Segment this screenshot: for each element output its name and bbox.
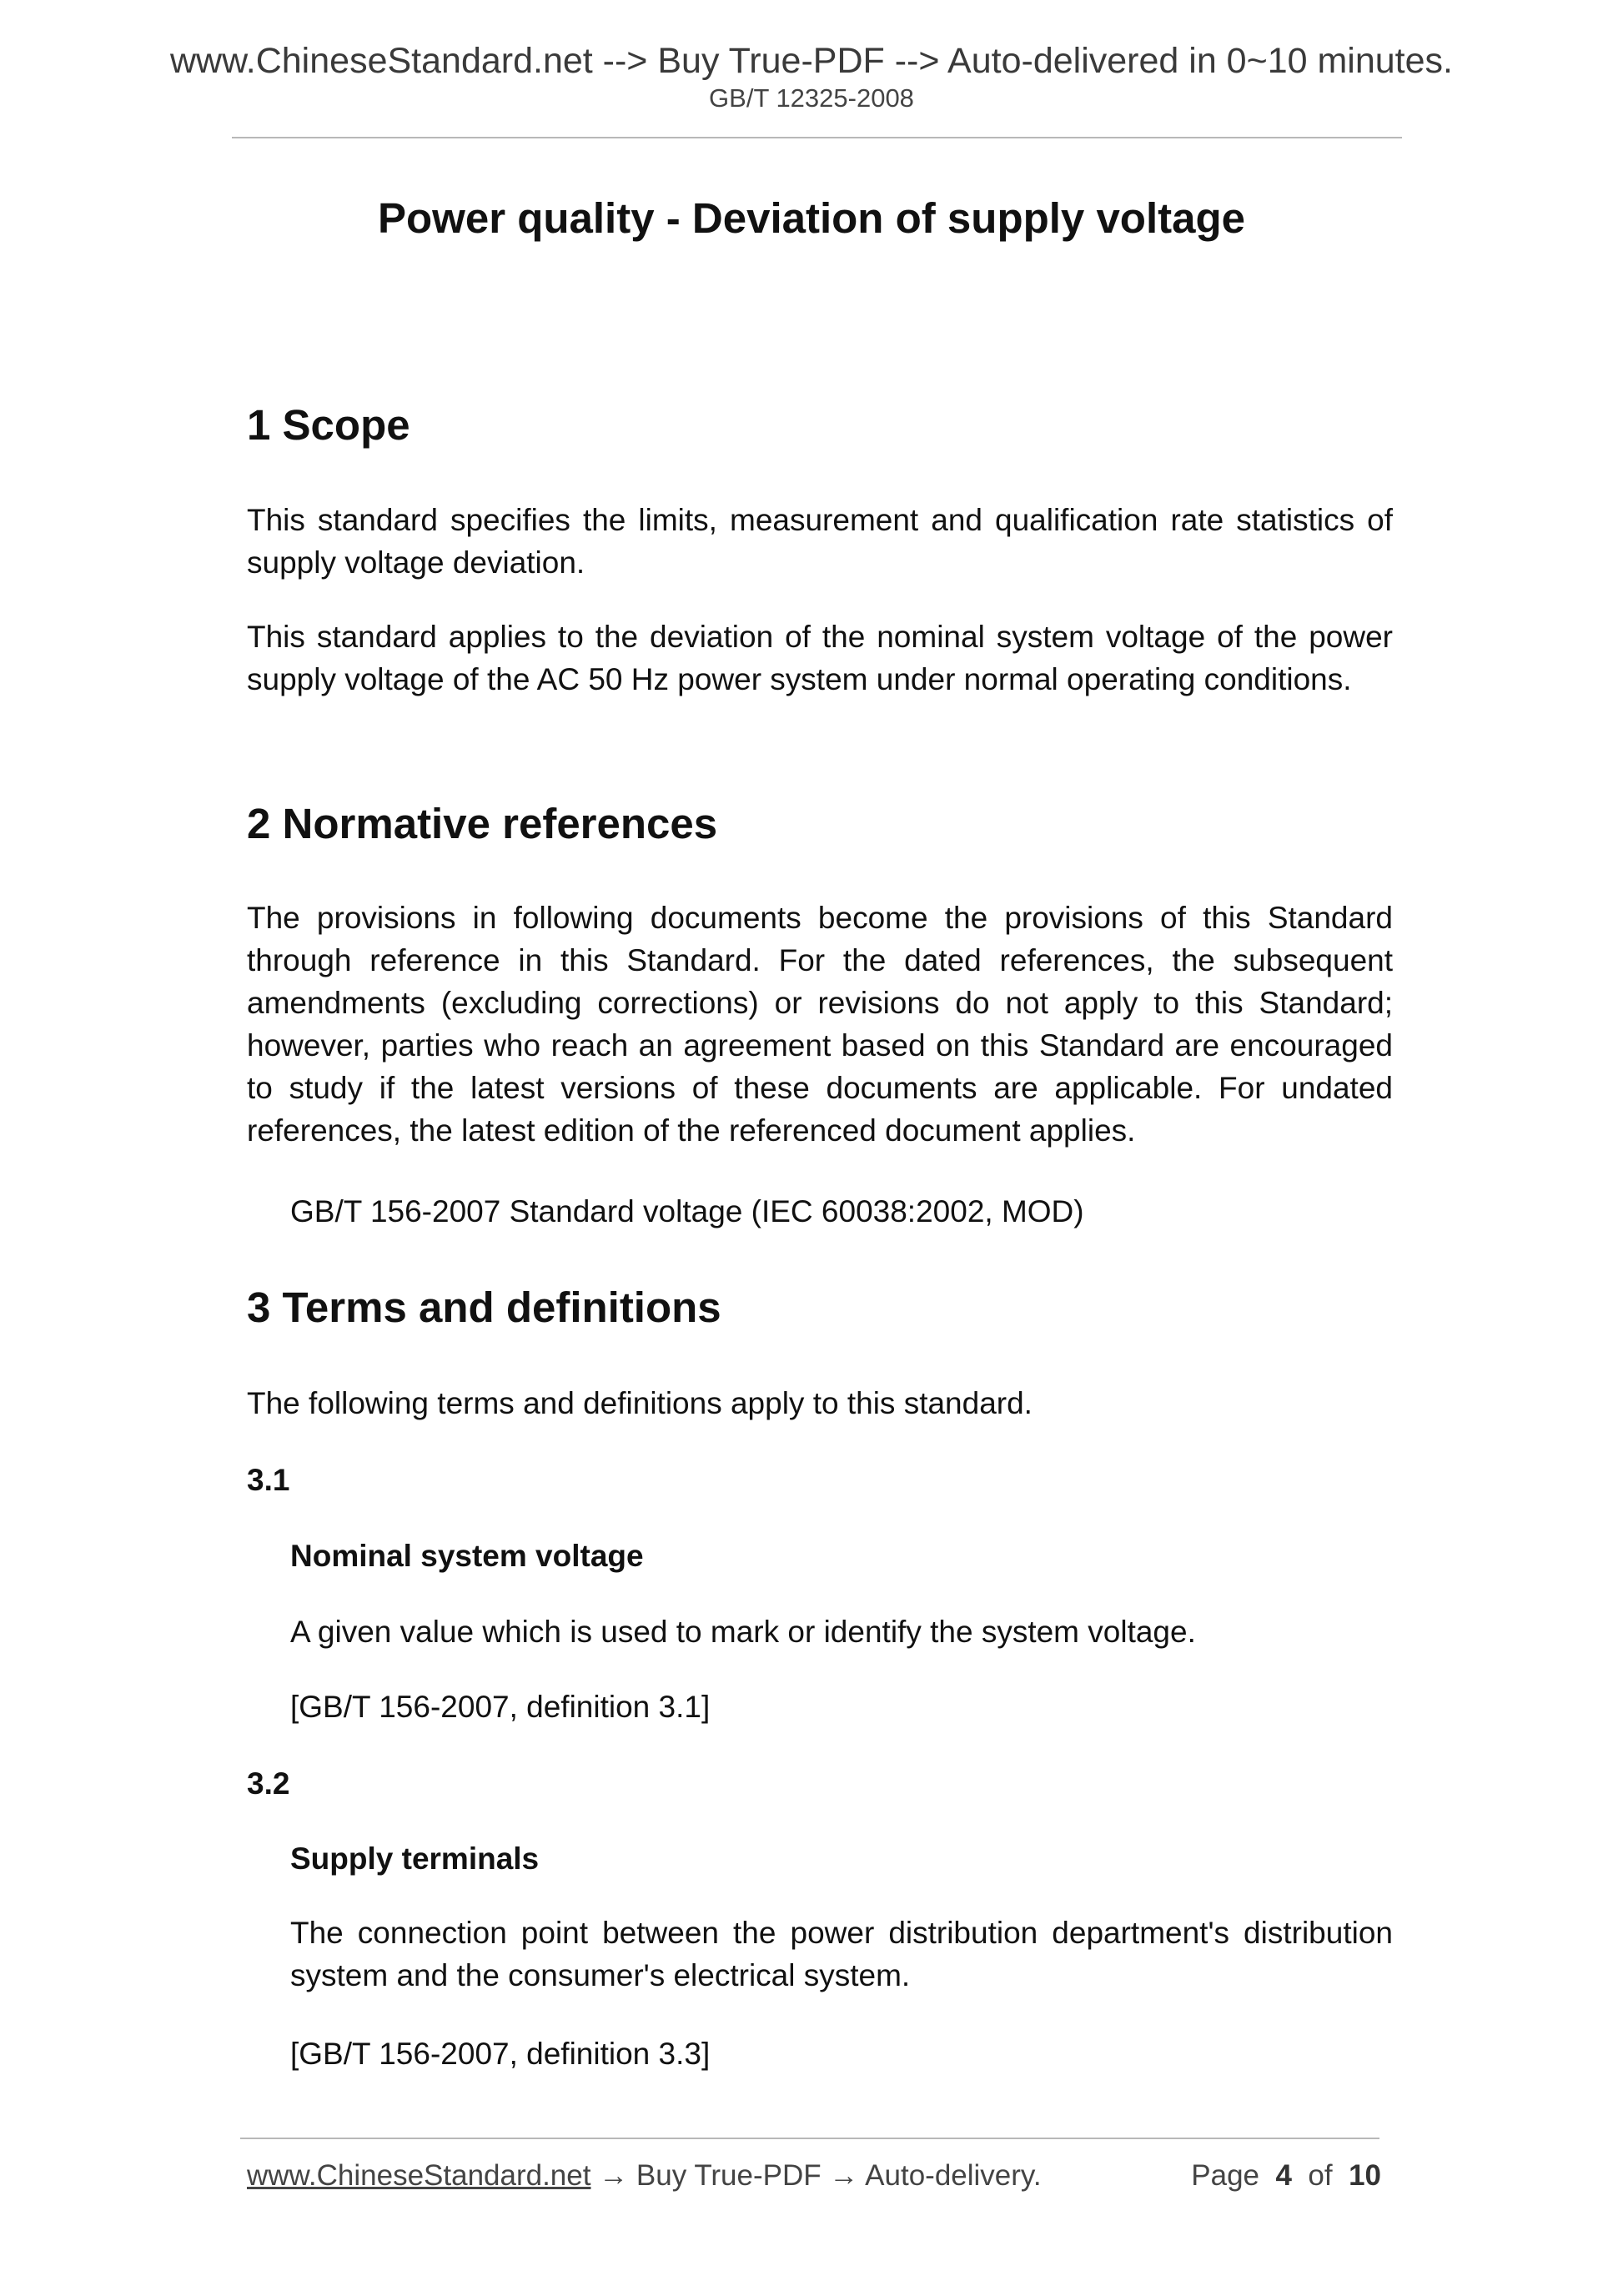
term-definition: A given value which is used to mark or identify the system voltage.	[290, 1615, 1196, 1649]
page-current: 4	[1275, 2159, 1292, 2192]
footer-text: → Buy True-PDF → Auto-delivery.	[590, 2159, 1042, 2192]
document-code: GB/T 12325-2008	[709, 83, 914, 113]
scope-paragraph-2: This standard applies to the deviation of the nominal system voltage of the power supply voltage of the AC 50 Hz power system under normal operating conditions.	[247, 620, 1393, 696]
page-title: Power quality - Deviation of supply voltage	[378, 194, 1245, 242]
normative-reference-item: GB/T 156-2007 Standard voltage (IEC 60038:2002, MOD)	[290, 1194, 1084, 1228]
term-name: Supply terminals	[290, 1841, 540, 1876]
page-footer	[247, 2161, 1381, 2190]
header-banner: www.ChineseStandard.net --> Buy True-PDF --> Auto-delivered in 0~10 minutes.	[169, 41, 1453, 81]
page-total: 10	[1349, 2159, 1381, 2192]
section-heading-normative-references: 2 Normative references	[247, 800, 718, 847]
terms-intro: The following terms and definitions apply to this standard.	[247, 1386, 1033, 1420]
section-heading-terms: 3 Terms and definitions	[247, 1284, 721, 1331]
of-word: of	[1308, 2159, 1333, 2192]
term-number: 3.2	[247, 1766, 290, 1801]
page-word: Page	[1191, 2159, 1260, 2192]
term-name: Nominal system voltage	[290, 1539, 644, 1573]
page-indicator	[1191, 2161, 1381, 2190]
normative-paragraph: The provisions in following documents become the provisions of this Standard through reference in this Standard. For the dated references, the subsequent amendments (excluding corrections) or revisions do not apply to this Standard; however, parties who reach an agreement based on this Standard are encouraged to study if the latest versions of these documents are applicable. For undated references, the latest edition of the referenced document applies.	[247, 901, 1393, 1148]
header-divider	[232, 137, 1402, 138]
term-source: [GB/T 156-2007, definition 3.3]	[290, 2037, 711, 2071]
footer-divider	[240, 2138, 1379, 2139]
scope-paragraph-1: This standard specifies the limits, measurement and qualification rate statistics of supply voltage deviation.	[247, 503, 1393, 580]
term-source: [GB/T 156-2007, definition 3.1]	[290, 1690, 711, 1724]
term-number: 3.1	[247, 1463, 290, 1497]
section-heading-scope: 1 Scope	[247, 401, 410, 449]
term-definition: The connection point between the power distribution department's distribution system and the consumer's electrical system.	[290, 1916, 1393, 1992]
footer-website-link[interactable]: www.ChineseStandard.net	[247, 2159, 591, 2192]
